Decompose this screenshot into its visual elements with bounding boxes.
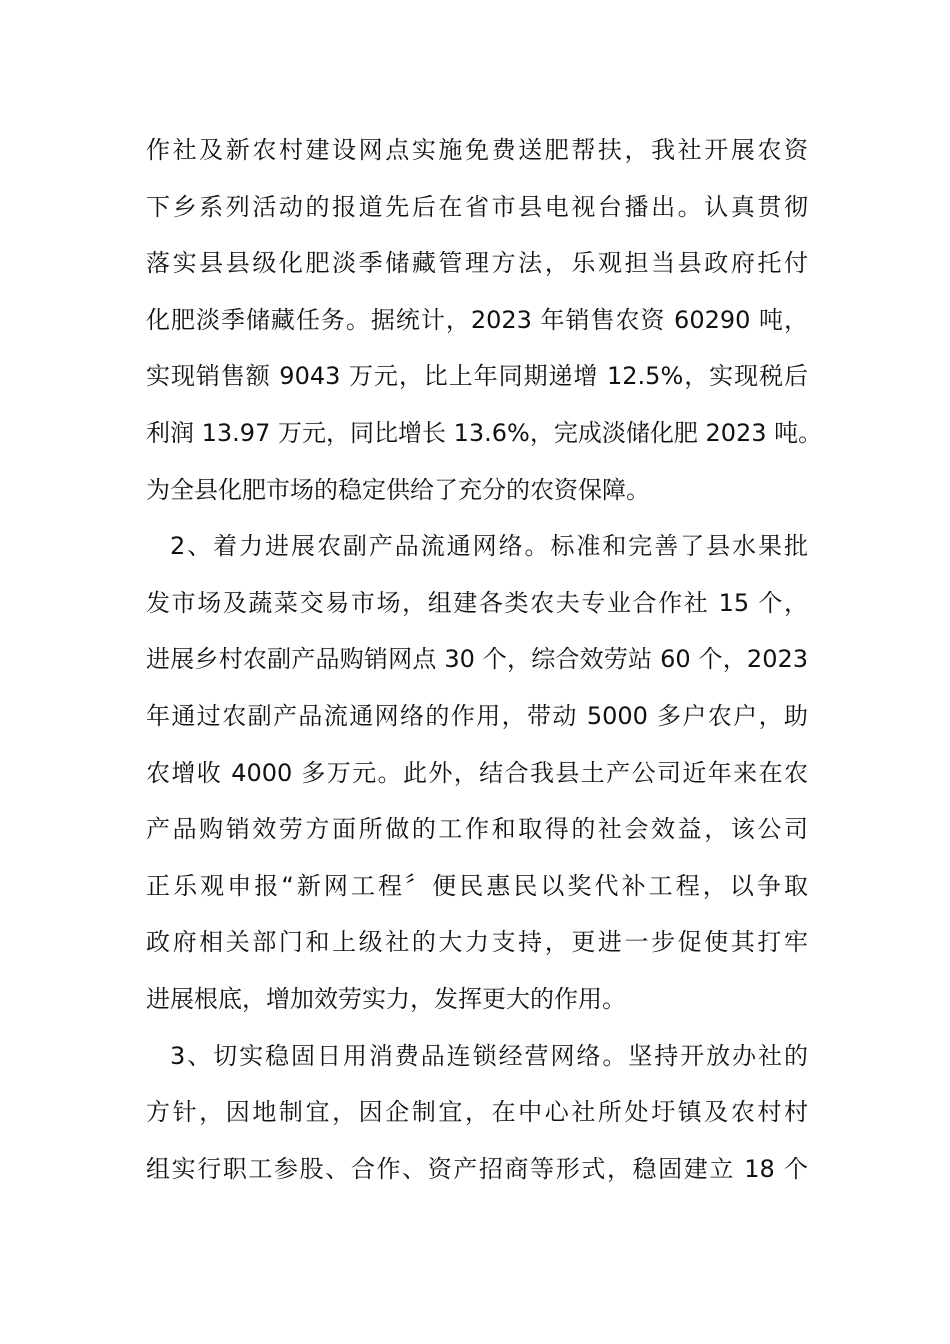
text-line: 作社及新农村建设网点实施免费送肥帮扶，我社开展农资 (146, 136, 808, 164)
document-body (146, 122, 823, 1197)
text-line: 2、着力进展农副产品流通网络。标准和完善了县水果批 (170, 532, 808, 561)
text-line: 正乐观申报“新网工程〞便民惠民以奖代补工程，以争取 (146, 871, 808, 900)
text-line: 进展根底，增加效劳实力，发挥更大的作用。 (146, 984, 626, 1013)
paragraph-2 (146, 518, 808, 1027)
text-line: 3、切实稳固日用消费品连锁经营网络。坚持开放办社的 (170, 1041, 808, 1070)
text-line: 发市场及蔬菜交易市场，组建各类农夫专业合作社 15 个， (146, 588, 808, 617)
text-line: 产品购销效劳方面所做的工作和取得的社会效益，该公司 (146, 815, 808, 844)
text-line: 组实行职工参股、合作、资产招商等形式，稳固建立 18 个 (146, 1154, 808, 1183)
text-line: 下乡系列活动的报道先后在省市县电视台播出。认真贯彻 (146, 192, 808, 221)
paragraph-3 (146, 1028, 808, 1198)
text-line: 利润 13.97 万元，同比增长 13.6%，完成淡储化肥 2023 吨。 (146, 418, 823, 447)
text-line: 方针，因地制宜，因企制宜，在中心社所处圩镇及农村村 (146, 1098, 808, 1127)
text-line: 政府相关部门和上级社的大力支持，更进一步促使其打牢 (146, 928, 808, 957)
text-line: 进展乡村农副产品购销网点 30 个，综合效劳站 60 个，2023 (146, 645, 808, 674)
text-line: 化肥淡季储藏任务。据统计，2023 年销售农资 60290 吨， (146, 305, 808, 334)
text-line: 落实县县级化肥淡季储藏管理方法，乐观担当县政府托付 (146, 249, 808, 278)
text-line: 年通过农副产品流通网络的作用，带动 5000 多户农户，助 (146, 701, 808, 730)
text-line: 为全县化肥市场的稳定供给了充分的农资保障。 (146, 475, 650, 504)
text-line: 农增收 4000 多万元。此外，结合我县土产公司近年来在农 (146, 758, 808, 787)
paragraph-1 (146, 122, 823, 518)
text-line: 实现销售额 9043 万元，比上年同期递增 12.5%，实现税后 (146, 362, 808, 391)
